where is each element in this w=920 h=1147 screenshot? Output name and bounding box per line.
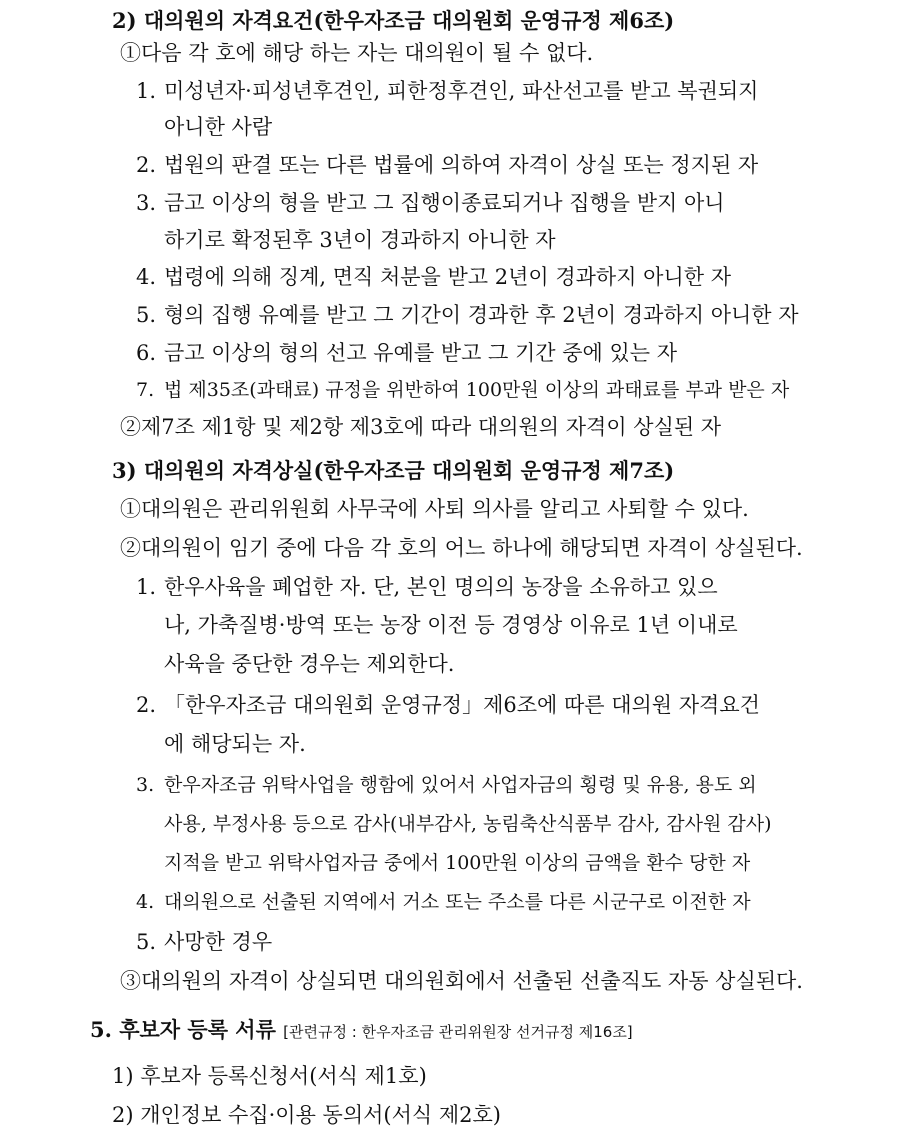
- list-item: [136, 690, 760, 720]
- section-3-para-1: ①대의원은 관리위원회 사무국에 사퇴 의사를 알리고 사퇴할 수 있다.: [120, 497, 749, 521]
- item-text: 금고 이상의 형의 선고 유예를 받고 그 기간 중에 있는 자: [164, 341, 678, 365]
- item-number: 4.: [136, 265, 157, 289]
- item-text: 사망한 경우: [164, 930, 273, 954]
- list-item: 1) 후보자 등록신청서(서식 제1호): [112, 1064, 427, 1088]
- list-item: [136, 188, 725, 218]
- section-2-para-2: ②제7조 제1항 및 제2항 제3호에 따라 대의원의 자격이 상실된 자: [120, 415, 722, 439]
- item-number: 2.: [136, 153, 157, 177]
- item-number: 7.: [136, 379, 155, 401]
- item-number: 3.: [136, 191, 157, 215]
- item-number: 1.: [136, 79, 157, 103]
- item-text: 법 제35조(과태료) 규정을 위반하여 100만원 이상의 과태료를 부과 받은 자: [164, 379, 790, 401]
- item-text: 한우자조금 위탁사업을 행함에 있어서 사업자금의 횡령 및 유용, 용도 외: [164, 774, 757, 796]
- item-text-cont: 나, 가축질병·방역 또는 농장 이전 등 경영상 이유로 1년 이내로: [164, 613, 738, 637]
- item-number: 3.: [136, 774, 155, 796]
- section-5-title-text: 5. 후보자 등록 서류: [90, 1017, 276, 1042]
- item-text-cont: 아니한 사람: [164, 115, 273, 139]
- list-item: [136, 150, 758, 180]
- item-text: 법원의 판결 또는 다른 법률에 의하여 자격이 상실 또는 정지된 자: [164, 153, 759, 177]
- list-item: [136, 770, 757, 800]
- section-5-title: [90, 1015, 633, 1047]
- item-number: 6.: [136, 341, 157, 365]
- item-number: 5.: [136, 303, 157, 327]
- item-number: 2.: [136, 693, 157, 717]
- list-item: [136, 76, 758, 106]
- list-item: [136, 572, 718, 602]
- item-text: 법령에 의해 징계, 면직 처분을 받고 2년이 경과하지 아니한 자: [164, 265, 731, 289]
- item-text: 「한우자조금 대의원회 운영규정」제6조에 따른 대의원 자격요건: [164, 693, 760, 717]
- item-text-cont: 하기로 확정된후 3년이 경과하지 아니한 자: [164, 228, 556, 252]
- list-item: [136, 338, 677, 368]
- list-item: [136, 262, 731, 292]
- item-text-cont: 에 해당되는 자.: [164, 732, 306, 756]
- list-item: [136, 300, 799, 330]
- item-text: 금고 이상의 형을 받고 그 집행이종료되거나 집행을 받지 아니: [164, 191, 725, 215]
- item-text-cont: 사용, 부정사용 등으로 감사(내부감사, 농림축산식품부 감사, 감사원 감사): [164, 813, 772, 835]
- section-2-para-1: ①다음 각 호에 해당 하는 자는 대의원이 될 수 없다.: [120, 41, 594, 65]
- list-item: [136, 927, 272, 957]
- list-item: [136, 375, 789, 405]
- section-3-title: 3) 대의원의 자격상실(한우자조금 대의원회 운영규정 제7조): [112, 458, 675, 483]
- section-3-para-2: ②대의원이 임기 중에 다음 각 호의 어느 하나에 해당되면 자격이 상실된다.: [120, 536, 803, 560]
- item-text: 대의원으로 선출된 지역에서 거소 또는 주소를 다른 시군구로 이전한 자: [164, 891, 751, 913]
- item-text: 한우사육을 폐업한 자. 단, 본인 명의의 농장을 소유하고 있으: [164, 575, 718, 599]
- section-3-para-3: ③대의원의 자격이 상실되면 대의원회에서 선출된 선출직도 자동 상실된다.: [120, 969, 803, 993]
- section-2-title: 2) 대의원의 자격요건(한우자조금 대의원회 운영규정 제6조): [112, 8, 675, 33]
- list-item: [136, 887, 751, 917]
- item-text-cont: 사육을 중단한 경우는 제외한다.: [164, 652, 455, 676]
- item-text-cont: 지적을 받고 위탁사업자금 중에서 100만원 이상의 금액을 환수 당한 자: [164, 852, 751, 874]
- item-number: 5.: [136, 930, 157, 954]
- item-number: 4.: [136, 891, 155, 913]
- item-text: 미성년자·피성년후견인, 피한정후견인, 파산선고를 받고 복권되지: [164, 79, 759, 103]
- item-text: 형의 집행 유예를 받고 그 기간이 경과한 후 2년이 경과하지 아니한 자: [164, 303, 799, 327]
- related-regulation-note: [관련규정 : 한우자조금 관리위원장 선거규정 제16조]: [283, 1023, 633, 1041]
- item-number: 1.: [136, 575, 157, 599]
- list-item: 2) 개인정보 수집·이용 동의서(서식 제2호): [112, 1103, 501, 1127]
